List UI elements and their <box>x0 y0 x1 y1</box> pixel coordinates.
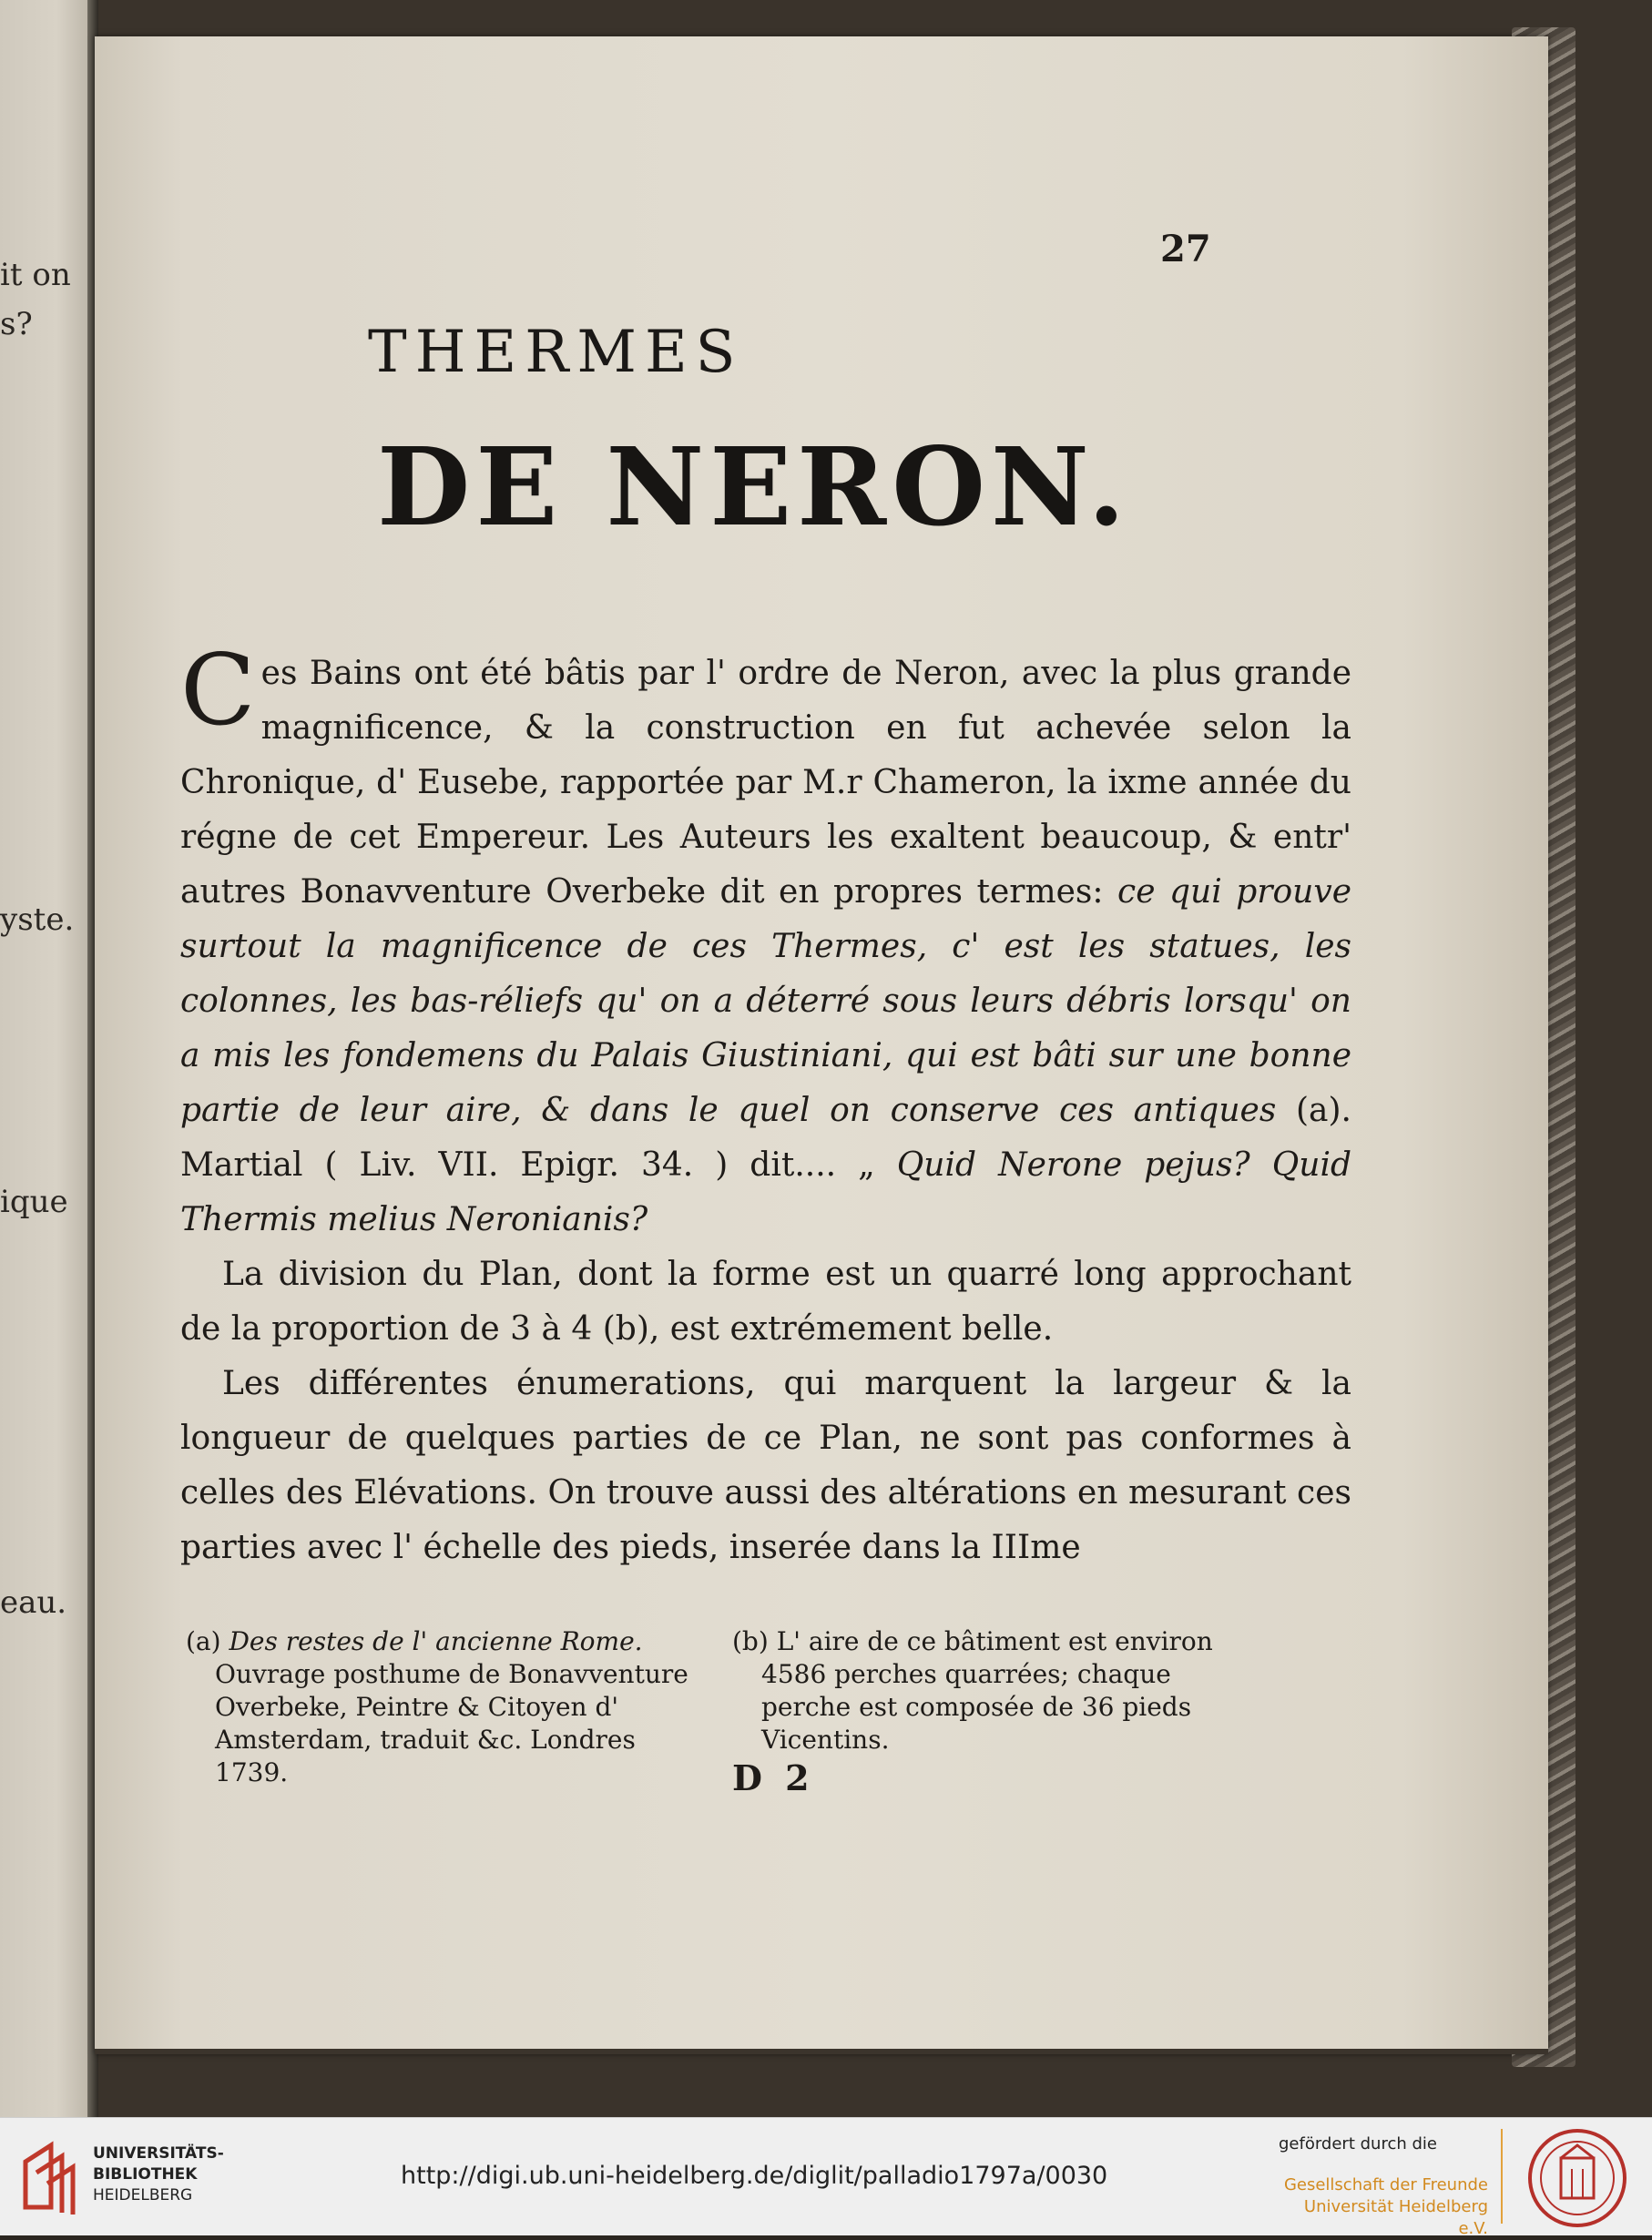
text-segment: (a). Martial ( Liv. VII. Epigr. 34. ) dit.... „ <box>180 1092 1351 1184</box>
footnote-a-mark: (a) <box>186 1626 221 1656</box>
sponsor-name-line: Universität Heidelberg e.V. <box>1303 2197 1488 2238</box>
body-text <box>180 634 1352 1575</box>
book-page <box>95 36 1548 2054</box>
body-paragraph <box>180 634 1352 1247</box>
sponsor-link[interactable] <box>1275 2174 1488 2240</box>
left-page-fragment: s? <box>0 306 33 342</box>
left-page-fragment: yste. <box>0 901 75 938</box>
footnote-b-mark: (b) <box>732 1626 769 1656</box>
permalink-url[interactable]: http://digi.ub.uni-heidelberg.de/diglit/palladio1797a/0030 <box>401 2162 1108 2190</box>
sponsor-name-line: Gesellschaft der Freunde <box>1283 2175 1488 2194</box>
signature-mark: D 2 <box>732 1757 815 1798</box>
text-segment: Les différentes énumerations, qui marquent la largeur & la longueur de quelques parties de ce Plan, ne sont pas conformes à celles des Elévations. On trouve aussi des altérations en mesurant ces parties avec l' échelle des pieds, inserée dans la IIIme <box>180 1365 1351 1566</box>
library-name-line: BIBLIOTHEK <box>93 2165 198 2184</box>
previous-page-edge <box>0 0 95 2117</box>
drop-cap: C <box>180 634 256 748</box>
body-paragraph <box>180 1357 1351 1575</box>
library-name[interactable] <box>93 2143 224 2206</box>
university-seal-icon[interactable] <box>1526 2127 1628 2229</box>
footnote-a-title: Des restes de l' ancienne Rome. <box>229 1626 643 1656</box>
footnote-a-text: Ouvrage posthume de Bonavventure Overbeke, Peintre & Citoyen d' Amsterdam, traduit &c. Londres 1739. <box>215 1659 688 1787</box>
footer-bar <box>0 2117 1652 2238</box>
italic-text: ce qui prouve surtout la magnificence de ces Thermes, c' est les statues, les colonnes, les bas-réliefs qu' on a déterré sous leurs débris lorsqu' on a mis les fondemens du Palais Giustiniani, qui est bâti sur une bonne partie de leur aire, & dans le quel on conserve ces antiques <box>180 873 1351 1129</box>
text-segment: es Bains ont été bâtis par l' ordre de Neron, avec la plus grande magnificence, & la construction en fut achevée selon la Chronique, d' Eusebe, rapportée par M.r Chameron, la ixme année du régne de cet Empereur. Les Auteurs les exaltent beaucoup, & entr' autres Bonavventure Overbeke dit en propres termes: <box>180 655 1351 911</box>
sponsor-caption: gefördert durch die <box>1279 2134 1437 2153</box>
footnote-b-text: L' aire de ce bâtiment est environ 4586 perches quarrées; chaque perche est composée de 36 pieds Vicentins. <box>761 1626 1213 1755</box>
text-segment: La division du Plan, dont la forme est un quarré long approchant de la proportion de 3 à 4 (b), est extrémement belle. <box>180 1256 1351 1348</box>
left-page-fragment: it on <box>0 257 71 293</box>
footnote-a <box>186 1625 696 1789</box>
page-number: 27 <box>1160 228 1211 270</box>
italic-text: Quid Nerone pejus? Quid Thermis melius Neronianis? <box>180 1146 1352 1238</box>
library-logo-icon[interactable] <box>20 2134 78 2216</box>
sponsor-divider <box>1501 2129 1503 2224</box>
left-page-fragment: eau. <box>0 1584 67 1621</box>
title-line-2: DE NERON. <box>377 423 1131 550</box>
library-name-line: HEIDELBERG <box>93 2186 193 2204</box>
title-line-1: THERMES <box>368 319 744 386</box>
library-name-line: UNIVERSITÄTS- <box>93 2144 224 2163</box>
left-page-fragment: ique <box>0 1184 68 1220</box>
body-paragraph <box>180 1247 1351 1357</box>
